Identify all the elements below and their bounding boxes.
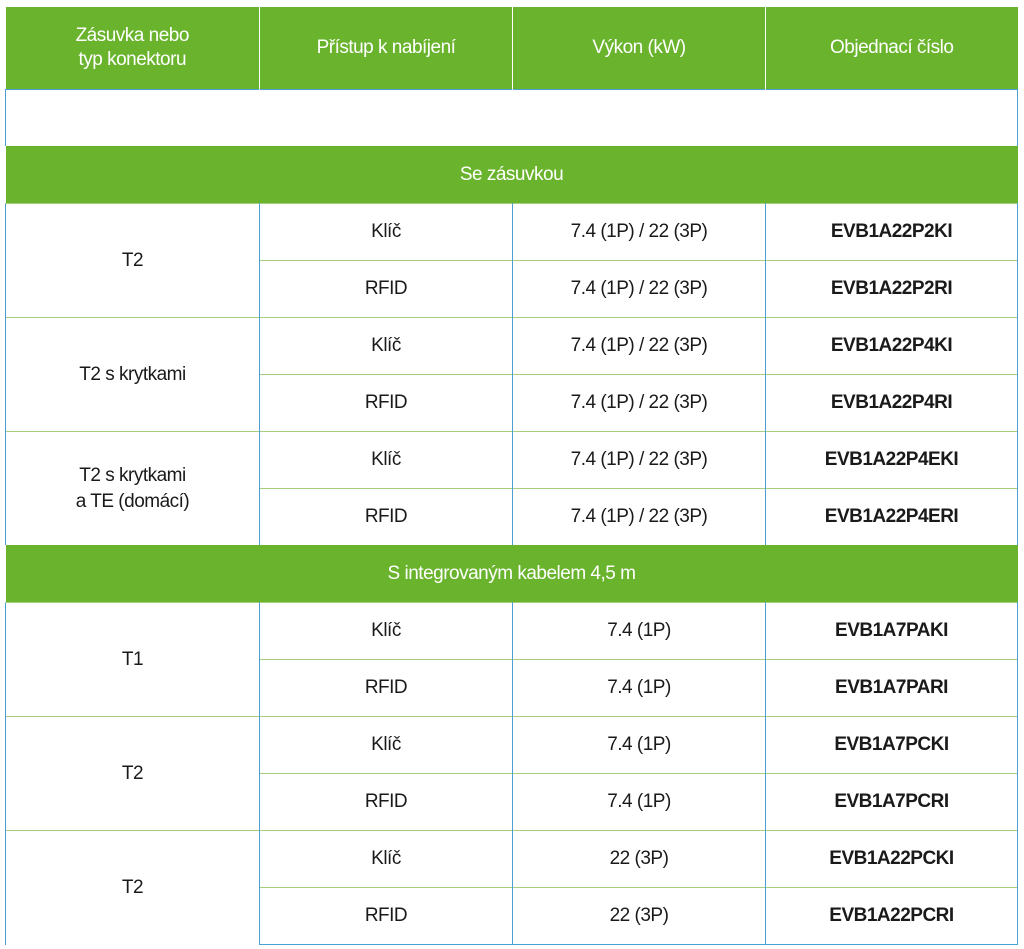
connector-cell — [6, 717, 260, 831]
power-cell: 7.4 (1P) / 22 (3P) — [513, 261, 766, 318]
section-title: S integrovaným kabelem 4,5 m — [6, 545, 1018, 603]
section-header-row — [6, 146, 1018, 204]
power-cell: 22 (3P) — [513, 831, 766, 888]
section-header-row — [6, 545, 1018, 603]
table-row — [6, 717, 1018, 774]
header-connector-line1: Zásuvka nebo — [75, 25, 189, 47]
header-connector-line2: typ konektoru — [78, 49, 187, 70]
blank-row — [6, 90, 1018, 147]
table-row — [6, 318, 1018, 375]
access-cell: RFID — [260, 261, 513, 318]
connector-label: T2 s krytkami — [79, 363, 186, 385]
order-number-cell: EVB1A22P4KI — [766, 318, 1018, 375]
order-number-cell: EVB1A7PARI — [766, 660, 1018, 717]
order-number-cell: EVB1A22P2KI — [766, 204, 1018, 261]
connector-label: a TE (domácí) — [75, 490, 190, 512]
connector-label: T2 — [121, 876, 144, 898]
table-row — [6, 831, 1018, 888]
order-number-cell: EVB1A22PCRI — [766, 888, 1018, 945]
product-order-table — [5, 7, 1018, 945]
order-number-cell: EVB1A7PCKI — [766, 717, 1018, 774]
access-cell: Klíč — [260, 831, 513, 888]
order-number-cell: EVB1A7PCRI — [766, 774, 1018, 831]
connector-label: T1 — [121, 648, 144, 670]
blank-cell — [6, 90, 1018, 147]
connector-label: T2 — [121, 249, 144, 271]
order-number-cell: EVB1A22P4RI — [766, 375, 1018, 432]
power-cell: 22 (3P) — [513, 888, 766, 945]
connector-cell — [6, 432, 260, 546]
connector-cell — [6, 603, 260, 717]
connector-label: T2 s krytkami — [79, 464, 186, 486]
header-order-number: Objednací číslo — [766, 7, 1018, 90]
access-cell: Klíč — [260, 318, 513, 375]
power-cell: 7.4 (1P) / 22 (3P) — [513, 489, 766, 546]
table-row — [6, 432, 1018, 489]
connector-label: T2 — [121, 762, 144, 784]
order-number-cell: EVB1A22P2RI — [766, 261, 1018, 318]
power-cell: 7.4 (1P) / 22 (3P) — [513, 432, 766, 489]
access-cell: Klíč — [260, 204, 513, 261]
header-connector — [6, 7, 260, 90]
access-cell: RFID — [260, 375, 513, 432]
order-number-cell: EVB1A22P4EKI — [766, 432, 1018, 489]
table-header-row — [6, 7, 1018, 90]
connector-cell — [6, 204, 260, 318]
order-number-cell: EVB1A22P4ERI — [766, 489, 1018, 546]
access-cell: Klíč — [260, 717, 513, 774]
access-cell: RFID — [260, 489, 513, 546]
header-access: Přístup k nabíjení — [260, 7, 513, 90]
connector-cell — [6, 318, 260, 432]
power-cell: 7.4 (1P) / 22 (3P) — [513, 318, 766, 375]
access-cell: Klíč — [260, 603, 513, 660]
power-cell: 7.4 (1P) — [513, 603, 766, 660]
power-cell: 7.4 (1P) / 22 (3P) — [513, 375, 766, 432]
power-cell: 7.4 (1P) — [513, 660, 766, 717]
table-row — [6, 204, 1018, 261]
access-cell: RFID — [260, 774, 513, 831]
power-cell: 7.4 (1P) — [513, 717, 766, 774]
order-number-cell: EVB1A7PAKI — [766, 603, 1018, 660]
power-cell: 7.4 (1P) / 22 (3P) — [513, 204, 766, 261]
order-number-cell: EVB1A22PCKI — [766, 831, 1018, 888]
section-title: Se zásuvkou — [6, 146, 1018, 204]
table-row — [6, 603, 1018, 660]
access-cell: RFID — [260, 888, 513, 945]
access-cell: Klíč — [260, 432, 513, 489]
header-power: Výkon (kW) — [513, 7, 766, 90]
connector-cell — [6, 831, 260, 945]
table-body — [6, 90, 1018, 945]
access-cell: RFID — [260, 660, 513, 717]
power-cell: 7.4 (1P) — [513, 774, 766, 831]
